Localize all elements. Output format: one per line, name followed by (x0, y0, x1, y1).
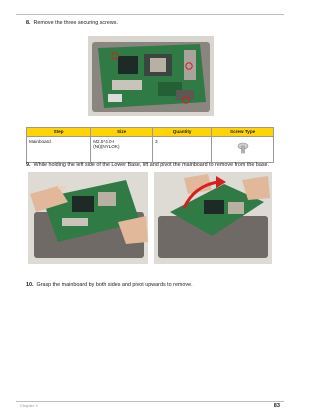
header-screw-type: Screw Type (212, 128, 274, 137)
screw-icon (236, 141, 250, 155)
cell-quantity: 3 (152, 137, 211, 163)
step-8-text: Remove the three securing screws. (33, 20, 118, 26)
size-line-2: (NI)(NYLOK) (93, 143, 120, 149)
screw-spec-table (26, 127, 274, 163)
footer-chapter: Chapter 3 (20, 403, 38, 408)
step-10-instruction (26, 282, 193, 289)
step-9-text: While holding the left side of the Lower Base, lift and pivot the mainboard to remove from the base. (33, 162, 270, 168)
step-8-instruction (26, 20, 118, 27)
header-quantity: Quantity (152, 128, 211, 137)
step-8-number: 8. (26, 20, 31, 26)
mainboard-screws-photo (88, 36, 214, 116)
header-size: Size (91, 128, 153, 137)
footer-rule (16, 401, 284, 402)
step-10-number: 10. (26, 282, 34, 288)
header-rule (16, 14, 284, 15)
page-number: 83 (273, 403, 280, 409)
size-line-1: M2.5*4.0-I (93, 138, 115, 144)
step-10-text: Grasp the mainboard by both sides and pivot upwards to remove. (36, 282, 193, 288)
lift-mainboard-photo-left (28, 172, 148, 264)
step-9-instruction (26, 162, 269, 169)
cell-screw-type (212, 137, 274, 163)
cell-step: Mainboard (27, 137, 91, 163)
cell-size (91, 137, 153, 163)
header-step: Step (27, 128, 91, 137)
lift-mainboard-photo-right (154, 172, 272, 264)
step-9-number: 9. (26, 162, 31, 168)
table-row (27, 137, 274, 163)
table-header-row (27, 128, 274, 137)
